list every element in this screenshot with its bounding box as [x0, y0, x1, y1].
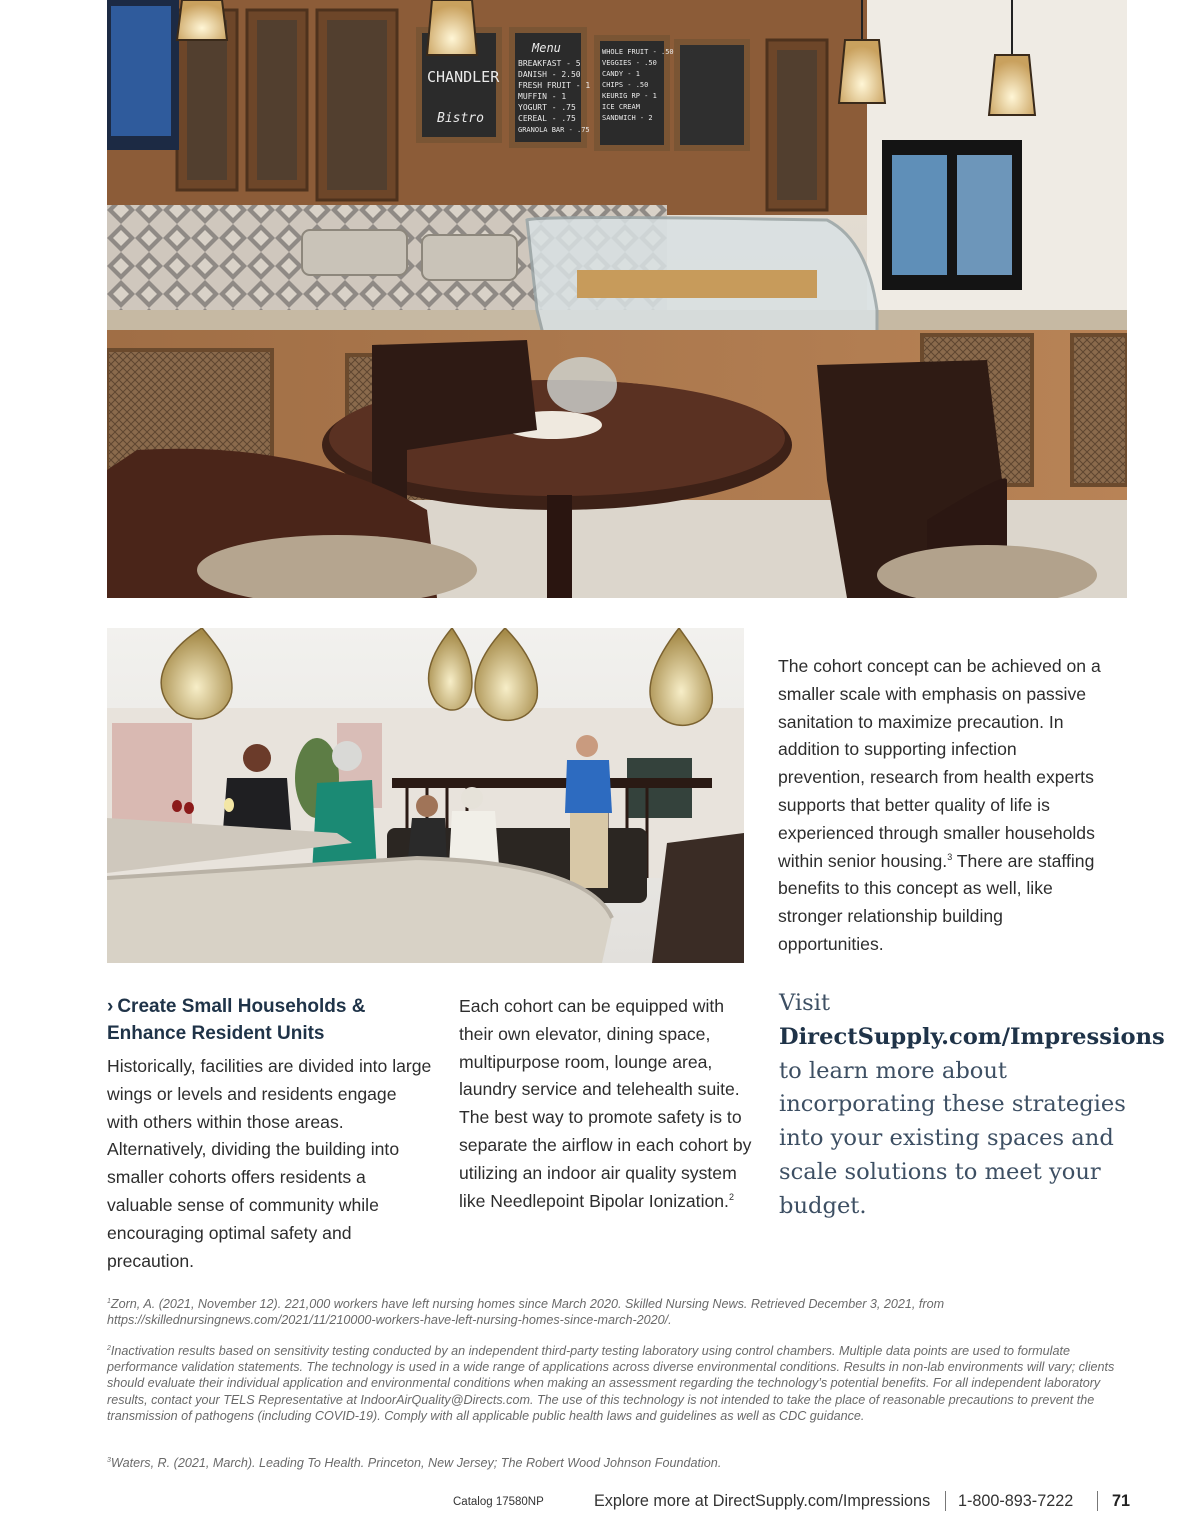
explore-more-link[interactable]: Explore more at DirectSupply.com/Impressions	[594, 1492, 931, 1510]
footer-divider	[1097, 1491, 1098, 1511]
page-number: 71	[1112, 1492, 1131, 1510]
footnote-ref-2: 2	[728, 1191, 734, 1202]
menu-item: CANDY - 1	[602, 70, 640, 78]
cohort-equipment-section	[459, 993, 759, 1215]
footnote-ref-3: 3	[947, 851, 953, 862]
section-heading	[107, 993, 432, 1047]
directsupply-impressions-link[interactable]: DirectSupply.com/Impressions	[779, 1023, 1165, 1050]
lounge-photo	[107, 628, 744, 963]
lounge-photo-illustration	[107, 628, 744, 963]
menu-item: WHOLE FRUIT - .50	[602, 48, 674, 56]
menu-item: SANDWICH - 2	[602, 114, 653, 122]
visit-word: Visit	[779, 990, 831, 1016]
cohort-equipment-text: Each cohort can be equipped with their own elevator, dining space, multipurpose room, lounge area, laundry service and telehealth suite. The best way to promote safety is to separate the airflow in each cohort by utilizing an indoor air quality system like Needlepoint Bipolar Ionization.	[459, 996, 752, 1211]
menu-item: DANISH - 2.50	[518, 70, 581, 79]
menu-board-title: Menu	[532, 41, 561, 55]
cohort-concept-text-end: There are staffing benefits to this concept as well, like stronger relationship building opportunities.	[778, 850, 1095, 954]
bistro-photo-illustration	[107, 0, 1127, 598]
cohort-concept-text: The cohort concept can be achieved on a smaller scale with emphasis on passive sanitation to maximize precaution. In addition to supporting infection prevention, research from health experts supports that better quality of life is experienced through smaller households within senior housing.	[778, 656, 1101, 871]
chalkboard-sign-sub: Bistro	[437, 111, 484, 126]
households-section	[107, 993, 432, 1275]
visit-callout	[779, 987, 1165, 1224]
footer-divider	[945, 1491, 946, 1511]
menu-item: BREAKFAST - 5	[518, 59, 581, 68]
footnote-text: Waters, R. (2021, March). Leading To Health. Princeton, New Jersey; The Robert Wood Johnson Foundation.	[110, 1456, 722, 1470]
footnote-number: 1	[107, 1297, 111, 1305]
households-paragraph: Historically, facilities are divided into large wings or levels and residents engage with others within those areas. Alternatively, dividing the building into smaller cohorts offers residents a valuable sense of community while encouraging optimal safety and precaution.	[107, 1056, 432, 1271]
footnote-1	[107, 1296, 1137, 1328]
menu-item: MUFFIN - 1	[518, 92, 567, 101]
menu-item: GRANOLA BAR - .75	[518, 126, 590, 134]
menu-item: CHIPS - .50	[602, 81, 649, 89]
menu-item: ICE CREAM	[602, 103, 640, 111]
chalkboard-sign: CHANDLER	[427, 68, 500, 86]
menu-item: FRESH FRUIT - 1	[518, 81, 591, 90]
footnote-2	[107, 1343, 1137, 1424]
menu-item: YOGURT - .75	[518, 103, 576, 112]
visit-callout-text: to learn more about incorporating these strategies into your existing spaces and scale solutions to meet your budget.	[779, 1057, 1126, 1219]
bistro-photo	[107, 0, 1127, 598]
cohort-concept-paragraph	[778, 653, 1108, 959]
page-footer	[0, 1488, 1200, 1518]
footnote-number: 2	[107, 1344, 111, 1352]
phone-number[interactable]: 1-800-893-7222	[958, 1492, 1074, 1510]
footnote-text: Zorn, A. (2021, November 12). 221,000 workers have left nursing homes since March 2020. Skilled Nursing News. Retrieved December 3, 2021, from https://skillednursingnews.com/2021/11/210000-workers-have-left-nursing-homes-since-march-2020/.	[107, 1297, 945, 1328]
menu-item: KEURIG RP - 1	[602, 92, 657, 100]
chevron-right-icon: ›	[107, 996, 114, 1017]
section-heading-text: Create Small Households & Enhance Resident Units	[107, 996, 366, 1044]
footnote-text: Inactivation results based on sensitivity testing conducted by an independent third-party testing laboratory using control chambers. Multiple data points are used to formulate performance validation statements. The technology is used in a wide range of applications across diverse environmental conditions. Results in non-lab environments will vary; clients should evaluate their individual application and environmental conditions when making an assessment regarding the technology’s potential benefits. For all independent laboratory results, contact your TELS Representative at IndoorAirQuality@Directs.com. The use of this technology is not intended to take the place of reasonable precautions to prevent the transmission of pathogens (including COVID-19). Comply with all applicable public health laws and guidelines as well as CDC guidance.	[107, 1344, 1115, 1423]
footnote-number: 3	[107, 1456, 111, 1464]
catalog-number: Catalog 17580NP	[453, 1496, 544, 1508]
menu-item: VEGGIES - .50	[602, 59, 657, 67]
footnote-3	[107, 1455, 1137, 1471]
menu-item: CEREAL - .75	[518, 114, 576, 123]
